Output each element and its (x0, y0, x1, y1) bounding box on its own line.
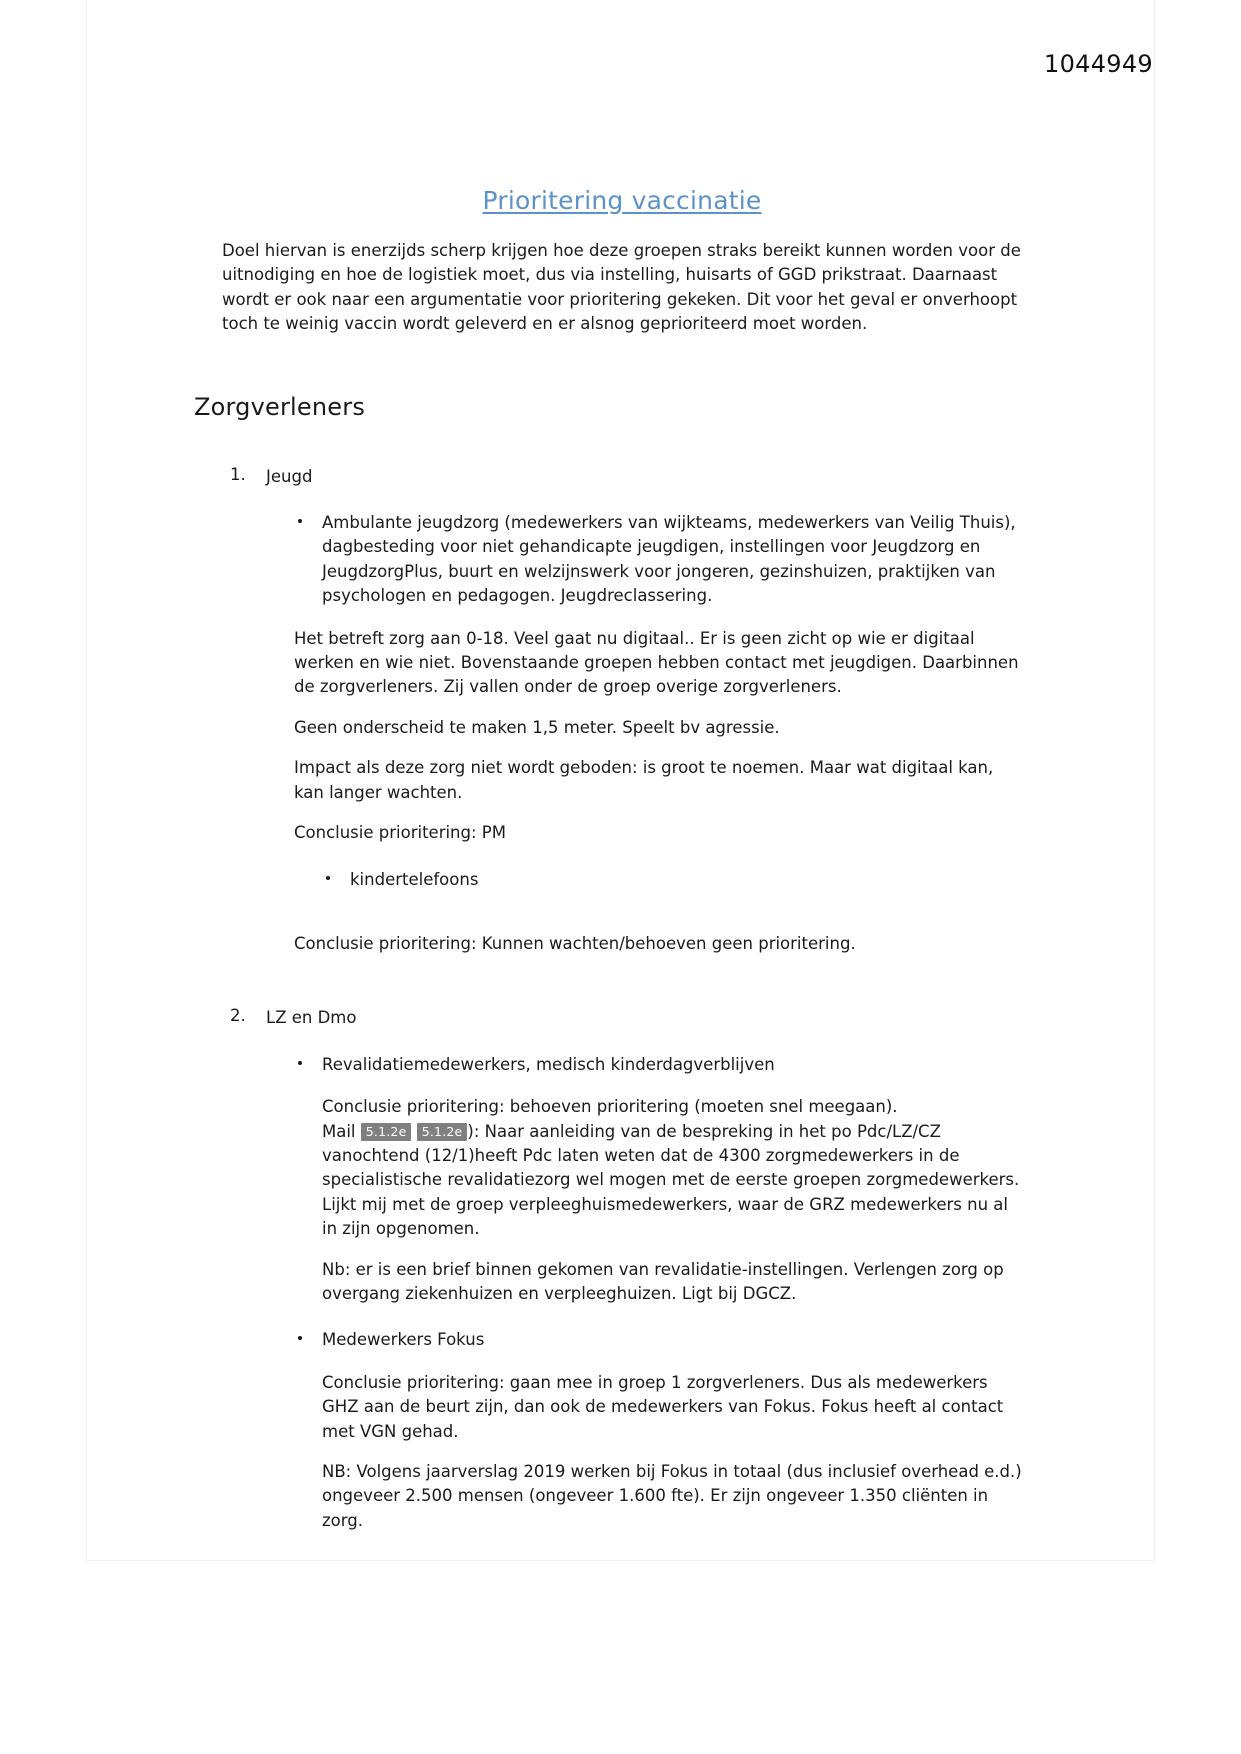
redaction-badge: 5.1.2e (417, 1123, 468, 1142)
redaction-badge: 5.1.2e (361, 1123, 412, 1142)
page-title: Prioritering vaccinatie (482, 186, 762, 215)
spacer (294, 898, 1022, 932)
paragraph: Conclusie prioritering: gaan mee in groep 1 zorgverleners. Dus als medewerkers GHZ aan de beurt zijn, dan ook de medewerkers van Fokus. Fokus heeft al contact met VGN gehad. (322, 1372, 1004, 1441)
mail-prefix: Mail (322, 1121, 356, 1141)
bullet-dot-icon (298, 1336, 302, 1340)
item-body-fokus (322, 1371, 1022, 1533)
list-item (322, 868, 1022, 892)
list-item (230, 1006, 1022, 1533)
bullet-dot-icon (298, 519, 302, 523)
bullet-dot-icon (326, 876, 330, 880)
paragraph-mail (322, 1120, 1022, 1242)
section-heading-zorgverleners: Zorgverleners (194, 392, 366, 421)
paragraph: Conclusie prioritering: PM (294, 823, 506, 843)
bullet-list (266, 1328, 1022, 1352)
bullet-text: kindertelefoons (350, 869, 479, 889)
bullet-text: Ambulante jeugdzorg (medewerkers van wijkteams, medewerkers van Veilig Thuis), dagbesteding voor niet gehandicapte jeugdigen, instellingen voor Jeugdzorg en JeugdzorgPlus, buurt en welzijnswerk voor jongeren, gezinshuizen, praktijken van psychologen en pedagogen. Jeugdreclassering. (322, 513, 1016, 606)
paragraph: Het betreft zorg aan 0-18. Veel gaat nu digitaal.. Er is geen zicht op wie er digitaal werken en wie niet. Bovenstaande groepen hebben contact met jeugdigen. Daarbinnen de zorgverleners. Zij vallen onder de groep overige zorgverleners. (294, 628, 1019, 697)
paragraph: Conclusie prioritering: behoeven prioritering (moeten snel meegaan). (322, 1097, 898, 1117)
numbered-list (222, 465, 1022, 1534)
paragraph: Conclusie prioritering: Kunnen wachten/behoeven geen prioritering. (294, 933, 856, 953)
paragraph: Geen onderscheid te maken 1,5 meter. Speelt bv agressie. (294, 717, 780, 737)
page-edge-left (86, 0, 87, 1560)
list-item-label: LZ en Dmo (266, 1008, 357, 1028)
paragraph: NB: Volgens jaarverslag 2019 werken bij Fokus in totaal (dus inclusief overhead e.d.) ongeveer 2.500 mensen (ongeveer 1.600 fte). Er zijn ongeveer 1.350 cliënten in zorg. (322, 1462, 1022, 1530)
item-body-jeugd (294, 627, 1022, 957)
list-item (230, 465, 1022, 1007)
mail-body: ): Naar aanleiding van de bespreking in het po Pdc/LZ/CZ vanochtend (12/1)heeft Pdc laten weten dat de 4300 zorgmedewerkers in de specialistische revalidatiezorg wel mogen met de eerste groepen zorgmedewerkers. Lijkt mij met de groep verpleeghuismedewerkers, waar de GRZ medewerkers nu al in zijn opgenomen. (322, 1121, 1020, 1239)
page-edge-right (1154, 0, 1155, 1560)
page-edge-bottom (86, 1560, 1155, 1561)
bullet-text: Revalidatiemedewerkers, medisch kinderdagverblijven (322, 1054, 775, 1074)
list-item (294, 1328, 1022, 1352)
list-item (294, 511, 1022, 609)
bullet-list (266, 511, 1022, 609)
document-number: 1044949 (1044, 50, 1153, 78)
list-item (294, 1053, 1022, 1077)
paragraph: Nb: er is een brief binnen gekomen van revalidatie-instellingen. Verlengen zorg op overgang ziekenhuizen en verpleeghuizen. Ligt bij DGCZ. (322, 1259, 1004, 1303)
bullet-text: Medewerkers Fokus (322, 1330, 485, 1350)
paragraph: Impact als deze zorg niet wordt geboden: is groot te noemen. Maar wat digitaal kan, kan langer wachten. (294, 758, 994, 802)
item-body-revalidatie (322, 1095, 1022, 1306)
list-number: 2. (230, 1006, 246, 1026)
spacer (266, 972, 1022, 1006)
list-item-label: Jeugd (266, 466, 313, 486)
bullet-list (266, 1053, 1022, 1077)
document-content (194, 186, 1022, 1549)
bullet-dot-icon (298, 1061, 302, 1065)
intro-paragraph: Doel hiervan is enerzijds scherp krijgen hoe deze groepen straks bereikt kunnen worden voor de uitnodiging en hoe de logistiek moet, dus via instelling, huisarts of GGD prikstraat. Daarnaast wordt er ook naar een argumentatie voor prioritering gekeken. Dit voor het geval er onverhoopt toch te weinig vaccin wordt geleverd en er alsnog geprioriteerd moet worden. (222, 241, 1021, 334)
list-number: 1. (230, 464, 246, 484)
bullet-list (294, 868, 1022, 892)
